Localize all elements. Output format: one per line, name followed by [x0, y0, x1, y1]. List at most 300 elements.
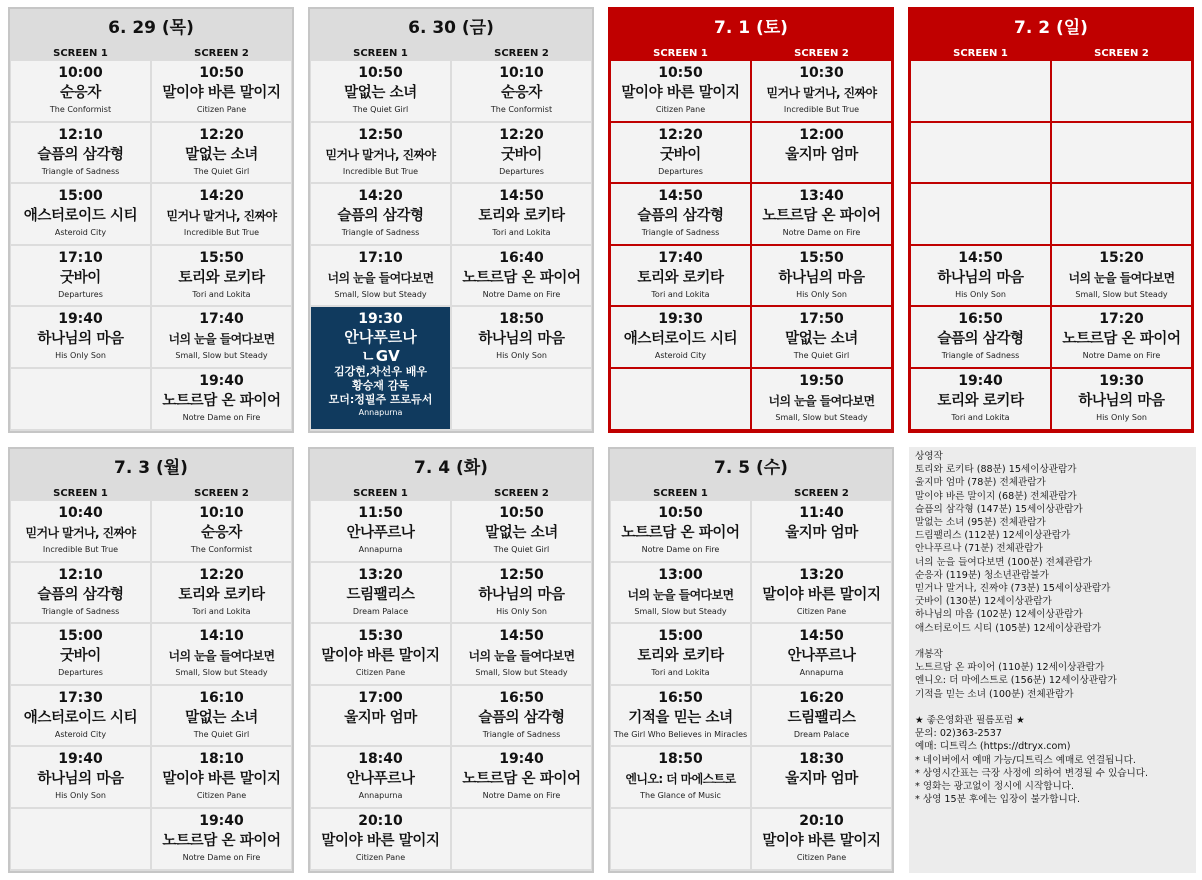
screening-slot[interactable] — [752, 747, 891, 807]
movie-title-en: Citizen Pane — [196, 105, 247, 114]
screen-label: SCREEN 1 — [653, 48, 708, 59]
screening-slot[interactable] — [311, 686, 450, 746]
info-line: 하나님의 마음 (102분) 12세이상관람가 — [915, 609, 1083, 621]
screening-slot[interactable] — [311, 563, 450, 623]
screening-slot[interactable] — [611, 747, 750, 807]
movie-title-en: Citizen Pane — [355, 668, 406, 678]
screening-slot[interactable] — [152, 747, 291, 807]
showtime: 10:30 — [799, 65, 844, 81]
movie-title-en: The Quiet Girl — [193, 166, 250, 176]
screening-slot[interactable] — [752, 61, 891, 121]
showtime: 12:10 — [58, 126, 103, 143]
screen-columns — [610, 501, 892, 869]
movie-title-ko: 노트르담 온 파이어 — [462, 269, 581, 286]
movie-title-en: Triangle of Sadness — [41, 166, 120, 176]
screening-slot[interactable] — [452, 501, 591, 561]
empty-slot — [1052, 184, 1191, 244]
screen1-column — [11, 501, 150, 869]
movie-title-en: Asteroid City — [54, 729, 107, 739]
movie-title-ko: 하나님의 마음 — [37, 771, 124, 788]
screen-label: SCREEN 2 — [494, 488, 549, 499]
day-column — [608, 7, 894, 433]
screening-slot[interactable] — [152, 369, 291, 429]
screening-slot[interactable] — [611, 563, 750, 623]
movie-title-ko: 너의 눈을 들여다보면 — [1068, 270, 1175, 285]
screening-slot[interactable] — [11, 123, 150, 183]
movie-title-ko: 토리와 로키타 — [178, 586, 265, 603]
screening-slot[interactable] — [152, 563, 291, 623]
screening-slot[interactable] — [611, 307, 750, 367]
showtime: 13:40 — [799, 188, 844, 205]
screening-slot[interactable] — [752, 686, 891, 746]
screen-columns — [310, 61, 592, 429]
showtime: 10:10 — [199, 505, 244, 521]
movie-title-ko: 노트르담 온 파이어 — [621, 525, 740, 541]
info-booking-line[interactable]: 예매: 디트릭스 (https://dtryx.com) — [915, 741, 1071, 753]
movie-title-ko: 슬픔의 삼각형 — [937, 331, 1024, 348]
showtime: 17:40 — [658, 249, 703, 266]
movie-title-en: Small, Slow but Steady — [775, 412, 868, 422]
day-date: 7. 3 (월) — [114, 458, 188, 478]
movie-title-en: Citizen Pane — [796, 852, 847, 862]
screening-slot[interactable] — [1052, 369, 1191, 429]
movie-title-en: Departures — [58, 289, 103, 299]
movie-title-en: Tori and Lokita — [192, 606, 251, 616]
movie-title-en: Citizen Pane — [796, 606, 847, 616]
showtime: 19:40 — [958, 372, 1003, 389]
screening-slot[interactable] — [611, 123, 750, 183]
showtime: 17:40 — [199, 311, 244, 328]
screening-slot[interactable] — [11, 624, 150, 684]
day-column — [308, 7, 594, 433]
screening-slot[interactable] — [752, 563, 891, 623]
showtime: 11:50 — [358, 505, 403, 521]
showtime: 18:30 — [799, 751, 844, 768]
showtime: 12:50 — [499, 566, 544, 583]
movie-title-ko: 토리와 로키타 — [478, 208, 565, 225]
screening-slot[interactable] — [152, 686, 291, 746]
movie-title-ko: 애스터로이드 시티 — [23, 709, 138, 726]
movie-title-ko: 토리와 로키타 — [637, 269, 724, 286]
showtime: 15:20 — [1099, 249, 1144, 266]
movie-title-en: Small, Slow but Steady — [334, 289, 427, 299]
screen-label: SCREEN 1 — [953, 48, 1008, 59]
movie-title-en: Departures — [58, 668, 103, 678]
info-panel — [909, 447, 1196, 873]
info-line: 굿바이 (130분) 12세이상관람가 — [915, 596, 1052, 608]
movie-title-en: The Conformist — [49, 105, 112, 114]
movie-title-ko: 노트르담 온 파이어 — [1062, 331, 1181, 348]
day-column — [308, 447, 594, 873]
screen-label: SCREEN 1 — [53, 488, 108, 499]
screening-slot[interactable] — [611, 184, 750, 244]
screen-labels — [610, 47, 892, 61]
screening-slot[interactable] — [752, 369, 891, 429]
movie-title-ko: 토리와 로키타 — [937, 392, 1024, 409]
showtime: 19:30 — [358, 311, 403, 328]
screen2-column — [452, 61, 591, 429]
screen-label: SCREEN 1 — [53, 48, 108, 59]
screening-slot[interactable] — [611, 686, 750, 746]
screening-slot[interactable] — [11, 747, 150, 807]
movie-title-en: The Quiet Girl — [352, 105, 409, 114]
screen-label: SCREEN 1 — [353, 48, 408, 59]
showtime: 15:00 — [58, 188, 103, 205]
movie-title-ko: 노트르담 온 파이어 — [762, 208, 881, 225]
screening-slot[interactable] — [452, 747, 591, 807]
info-line: * 상영시간표는 극장 사정에 의하여 변경될 수 있습니다. — [915, 767, 1149, 779]
movie-title-en: Annapurna — [358, 791, 403, 801]
showtime: 12:20 — [499, 126, 544, 143]
screening-slot[interactable] — [752, 307, 891, 367]
showtime: 19:40 — [499, 751, 544, 768]
screen-columns — [910, 61, 1192, 429]
movie-title-ko: 말없는 소녀 — [344, 85, 417, 101]
screening-slot[interactable] — [611, 624, 750, 684]
movie-title-en: Dream Palace — [352, 606, 409, 616]
screen2-column — [752, 501, 891, 869]
screening-slot[interactable] — [1052, 307, 1191, 367]
screening-slot[interactable] — [452, 61, 591, 121]
movie-title-en: Notre Dame on Fire — [482, 791, 561, 801]
movie-title-ko: 안나푸르나 — [344, 328, 417, 347]
movie-title-ko: 순응자 — [60, 85, 101, 101]
movie-title-ko: 하나님의 마음 — [478, 586, 565, 603]
showtime: 17:50 — [799, 311, 844, 328]
showtime: 16:40 — [499, 249, 544, 266]
movie-title-en: Dream Palace — [793, 729, 850, 739]
movie-title-en: Annapurna — [358, 545, 403, 554]
special-screening[interactable] — [311, 307, 450, 428]
movie-title-ko: 말이야 바른 말이지 — [321, 648, 440, 665]
movie-title-en: Small, Slow but Steady — [1075, 289, 1168, 299]
info-line: 말없는 소녀 (95분) 전체관람가 — [915, 517, 1046, 529]
screening-slot[interactable] — [152, 246, 291, 306]
screening-slot[interactable] — [11, 501, 150, 561]
movie-title-en: Asteroid City — [654, 351, 707, 361]
screen2-column — [152, 501, 291, 869]
empty-slot — [1052, 61, 1191, 121]
showtime: 10:50 — [499, 505, 544, 521]
empty-slot — [452, 369, 591, 429]
movie-title-ko: 애스터로이드 시티 — [623, 331, 738, 348]
movie-title-en: Tori and Lokita — [492, 228, 551, 238]
screen-label: SCREEN 2 — [794, 488, 849, 499]
showtime: 14:50 — [499, 188, 544, 205]
info-line: 애스터로이드 시티 (105분) 12세이상관람가 — [915, 622, 1102, 634]
showtime: 19:40 — [58, 311, 103, 328]
movie-title-ko: 슬픔의 삼각형 — [637, 208, 724, 225]
showtime: 17:00 — [358, 689, 403, 706]
screening-slot[interactable] — [11, 184, 150, 244]
screening-slot[interactable] — [911, 246, 1050, 306]
movie-title-ko: 굿바이 — [501, 146, 542, 163]
showtime: 12:20 — [658, 126, 703, 143]
screening-slot[interactable] — [152, 809, 291, 869]
movie-title-ko: 하나님의 마음 — [1078, 392, 1165, 409]
showtime: 17:10 — [58, 249, 103, 266]
screening-slot[interactable] — [1052, 246, 1191, 306]
showtime: 15:30 — [358, 628, 403, 645]
day-date: 7. 1 (토) — [714, 18, 788, 38]
movie-title-en: Tori and Lokita — [651, 668, 710, 678]
movie-title-en: The Glance of Music — [640, 791, 721, 801]
movie-title-ko: 너의 눈을 들여다보면 — [168, 649, 275, 664]
movie-title-en: Asteroid City — [54, 228, 107, 238]
info-line: 너의 눈을 들여다보면 (100분) 전체관람가 — [915, 556, 1093, 568]
movie-title-ko: 굿바이 — [660, 146, 701, 163]
showtime: 16:20 — [799, 689, 844, 706]
info-line: * 상영 15분 후에는 입장이 불가합니다. — [915, 794, 1081, 806]
movie-title-en: The Quiet Girl — [193, 729, 250, 739]
showtime: 12:20 — [199, 126, 244, 143]
showtime: 10:50 — [358, 65, 403, 81]
info-line: 기적을 믿는 소녀 (100분) 전체관람가 — [915, 688, 1074, 700]
empty-slot — [611, 809, 750, 869]
movie-title-ko: 말이야 바른 말이지 — [621, 85, 740, 101]
movie-title-ko: 슬픔의 삼각형 — [37, 586, 124, 603]
screening-slot[interactable] — [311, 624, 450, 684]
screening-slot[interactable] — [911, 307, 1050, 367]
info-line: 순응자 (119분) 청소년관람불가 — [915, 569, 1049, 581]
movie-title-ko: 너의 눈을 들여다보면 — [468, 649, 575, 664]
showtime: 10:40 — [58, 505, 103, 521]
empty-slot — [911, 61, 1050, 121]
screening-slot[interactable] — [311, 184, 450, 244]
movie-title-en: Incredible But True — [342, 166, 419, 176]
showtime: 17:20 — [1099, 311, 1144, 328]
screening-slot[interactable] — [452, 123, 591, 183]
info-line: 믿거나 말거나, 진짜야 (73분) 15세이상관람가 — [915, 583, 1111, 595]
showtime: 14:50 — [958, 249, 1003, 266]
screening-slot[interactable] — [752, 246, 891, 306]
movie-title-ko: 말없는 소녀 — [485, 525, 558, 541]
showtime: 17:10 — [358, 249, 403, 266]
movie-title-en: Incredible But True — [783, 105, 860, 114]
movie-title-en: Departures — [499, 166, 544, 176]
screening-slot[interactable] — [11, 246, 150, 306]
screen-labels — [10, 47, 292, 61]
showtime: 15:00 — [658, 628, 703, 645]
info-line: 토리와 로키타 (88분) 15세이상관람가 — [915, 464, 1077, 476]
showtime: 19:30 — [658, 311, 703, 328]
screen2-column — [152, 61, 291, 429]
showtime: 10:00 — [58, 65, 103, 81]
showtime: 14:10 — [199, 628, 244, 645]
movie-title-en: His Only Son — [496, 606, 547, 616]
screening-slot[interactable] — [311, 809, 450, 869]
info-line: 상영작 — [915, 451, 943, 462]
showtime: 14:50 — [658, 188, 703, 205]
movie-title-en: His Only Son — [796, 289, 847, 299]
gv-label: ㄴGV — [361, 347, 400, 366]
day-column — [608, 447, 894, 873]
screening-slot[interactable] — [152, 61, 291, 121]
movie-title-ko: 토리와 로키타 — [637, 648, 724, 665]
screening-slot[interactable] — [752, 809, 891, 869]
showtime: 16:50 — [658, 689, 703, 706]
empty-slot — [1052, 123, 1191, 183]
showtime: 12:20 — [199, 566, 244, 583]
showtime: 14:50 — [499, 628, 544, 645]
movie-title-ko: 말없는 소녀 — [185, 709, 258, 726]
movie-title-en: The Quiet Girl — [493, 545, 550, 554]
showtime: 19:30 — [1099, 372, 1144, 389]
empty-slot — [911, 184, 1050, 244]
movie-title-ko: 애스터로이드 시티 — [23, 208, 138, 225]
screen1-column — [911, 61, 1050, 429]
screening-slot[interactable] — [11, 61, 150, 121]
movie-title-ko: 슬픔의 삼각형 — [478, 709, 565, 726]
empty-slot — [611, 369, 750, 429]
info-line: 문의: 02)363-2537 — [915, 728, 1002, 740]
movie-title-en: Triangle of Sadness — [482, 729, 561, 739]
screen-columns — [10, 501, 292, 869]
screening-slot[interactable] — [152, 501, 291, 561]
showtime: 18:50 — [499, 311, 544, 328]
showtime: 15:00 — [58, 628, 103, 645]
screening-slot[interactable] — [452, 686, 591, 746]
screening-slot[interactable] — [11, 686, 150, 746]
showtime: 16:10 — [199, 689, 244, 706]
day-date: 6. 30 (금) — [408, 18, 494, 38]
screening-slot[interactable] — [752, 501, 891, 561]
movie-title-en: Departures — [658, 166, 703, 176]
screen1-column — [311, 501, 450, 869]
screening-slot[interactable] — [911, 369, 1050, 429]
movie-title-en: Notre Dame on Fire — [1082, 351, 1161, 361]
movie-title-ko: 너의 눈을 들여다보면 — [768, 393, 875, 408]
screen2-column — [1052, 61, 1191, 429]
screen2-column — [752, 61, 891, 429]
screening-slot[interactable] — [452, 246, 591, 306]
showtime: 12:00 — [799, 126, 844, 143]
movie-title-en: Annapurna — [799, 668, 844, 678]
movie-title-ko: 울지마 엄마 — [785, 146, 858, 163]
movie-title-ko: 노트르담 온 파이어 — [162, 832, 281, 849]
empty-slot — [452, 809, 591, 869]
screening-slot[interactable] — [752, 123, 891, 183]
screening-slot[interactable] — [752, 624, 891, 684]
showtime: 13:00 — [658, 566, 703, 583]
empty-slot — [11, 369, 150, 429]
showtime: 10:50 — [658, 65, 703, 81]
showtime: 15:50 — [199, 249, 244, 266]
movie-title-en: The Quiet Girl — [793, 351, 850, 361]
movie-title-ko: 너의 눈을 들여다보면 — [327, 270, 434, 285]
movie-title-en: His Only Son — [1096, 412, 1147, 422]
screening-slot[interactable] — [452, 624, 591, 684]
movie-title-en: His Only Son — [955, 289, 1006, 299]
showtime: 18:40 — [358, 751, 403, 768]
screening-slot[interactable] — [611, 246, 750, 306]
showtime: 13:20 — [799, 566, 844, 583]
movie-title-ko: 믿거나 말거나, 진짜야 — [25, 526, 136, 540]
movie-title-en: His Only Son — [55, 351, 106, 361]
screening-slot[interactable] — [152, 184, 291, 244]
empty-slot — [11, 809, 150, 869]
screening-slot[interactable] — [752, 184, 891, 244]
movie-title-ko: 말이야 바른 말이지 — [162, 85, 281, 101]
info-line: 슬픔의 삼각형 (147분) 15세이상관람가 — [915, 503, 1083, 515]
empty-slot — [911, 123, 1050, 183]
movie-title-ko: 토리와 로키타 — [178, 269, 265, 286]
screening-slot[interactable] — [311, 61, 450, 121]
info-line: ★ 좋은영화관 필름포럼 ★ — [915, 715, 1025, 727]
movie-title-en: Small, Slow but Steady — [175, 351, 268, 361]
screening-slot[interactable] — [311, 246, 450, 306]
movie-title-ko: 순응자 — [201, 525, 242, 541]
movie-title-ko: 굿바이 — [60, 269, 101, 286]
screen-labels — [10, 487, 292, 501]
showtime: 14:20 — [199, 188, 244, 205]
movie-title-en: Notre Dame on Fire — [182, 412, 261, 422]
movie-title-en: Citizen Pane — [655, 105, 706, 114]
screening-slot[interactable] — [452, 184, 591, 244]
movie-title-en: Incredible But True — [42, 545, 119, 554]
screening-slot[interactable] — [311, 501, 450, 561]
showtime: 14:50 — [799, 628, 844, 645]
screening-slot[interactable] — [611, 61, 750, 121]
movie-title-ko: 하나님의 마음 — [778, 269, 865, 286]
screening-slot[interactable] — [11, 563, 150, 623]
showtime: 19:40 — [199, 372, 244, 389]
screening-slot[interactable] — [11, 307, 150, 367]
movie-title-ko: 울지마 엄마 — [785, 771, 858, 788]
screen-label: SCREEN 2 — [194, 48, 249, 59]
screen2-column — [452, 501, 591, 869]
movie-title-ko: 너의 눈을 들여다보면 — [627, 587, 734, 602]
showtime: 15:50 — [799, 249, 844, 266]
showtime: 20:10 — [358, 812, 403, 829]
movie-title-ko: 안나푸르나 — [346, 771, 415, 788]
screening-slot[interactable] — [452, 307, 591, 367]
movie-title-en: Notre Dame on Fire — [782, 228, 861, 238]
screening-slot[interactable] — [452, 563, 591, 623]
info-line: 말이야 바른 말이지 (68분) 전체관람가 — [915, 490, 1077, 502]
movie-title-ko: 슬픔의 삼각형 — [337, 208, 424, 225]
screening-slot[interactable] — [152, 624, 291, 684]
showtime: 18:10 — [199, 751, 244, 768]
movie-title-ko: 슬픔의 삼각형 — [37, 146, 124, 163]
day-column — [8, 7, 294, 433]
screen1-column — [11, 61, 150, 429]
movie-title-en: Citizen Pane — [355, 852, 406, 862]
showtime: 10:50 — [658, 505, 703, 521]
screen-labels — [610, 487, 892, 501]
screening-slot[interactable] — [611, 501, 750, 561]
screen-label: SCREEN 1 — [353, 488, 408, 499]
movie-title-ko: 안나푸르나 — [787, 648, 856, 665]
showtime: 10:10 — [499, 65, 544, 81]
movie-title-en: The Conformist — [490, 105, 553, 114]
showtime: 16:50 — [958, 311, 1003, 328]
info-line: 노트르담 온 파이어 (110분) 12세이상관람가 — [915, 662, 1105, 674]
movie-title-ko: 하나님의 마음 — [478, 331, 565, 348]
movie-title-ko: 하나님의 마음 — [37, 331, 124, 348]
screening-slot[interactable] — [311, 747, 450, 807]
movie-title-ko: 믿거나 말거나, 진짜야 — [766, 86, 877, 100]
screening-slot[interactable] — [152, 307, 291, 367]
day-column — [8, 447, 294, 873]
screening-slot[interactable] — [152, 123, 291, 183]
screen1-column — [311, 61, 450, 429]
movie-title-en: His Only Son — [496, 351, 547, 361]
screening-slot[interactable] — [311, 123, 450, 183]
movie-title-en: Citizen Pane — [196, 791, 247, 801]
screen1-column — [611, 501, 750, 869]
gv-guest-line: 황승재 감독 — [352, 379, 409, 393]
